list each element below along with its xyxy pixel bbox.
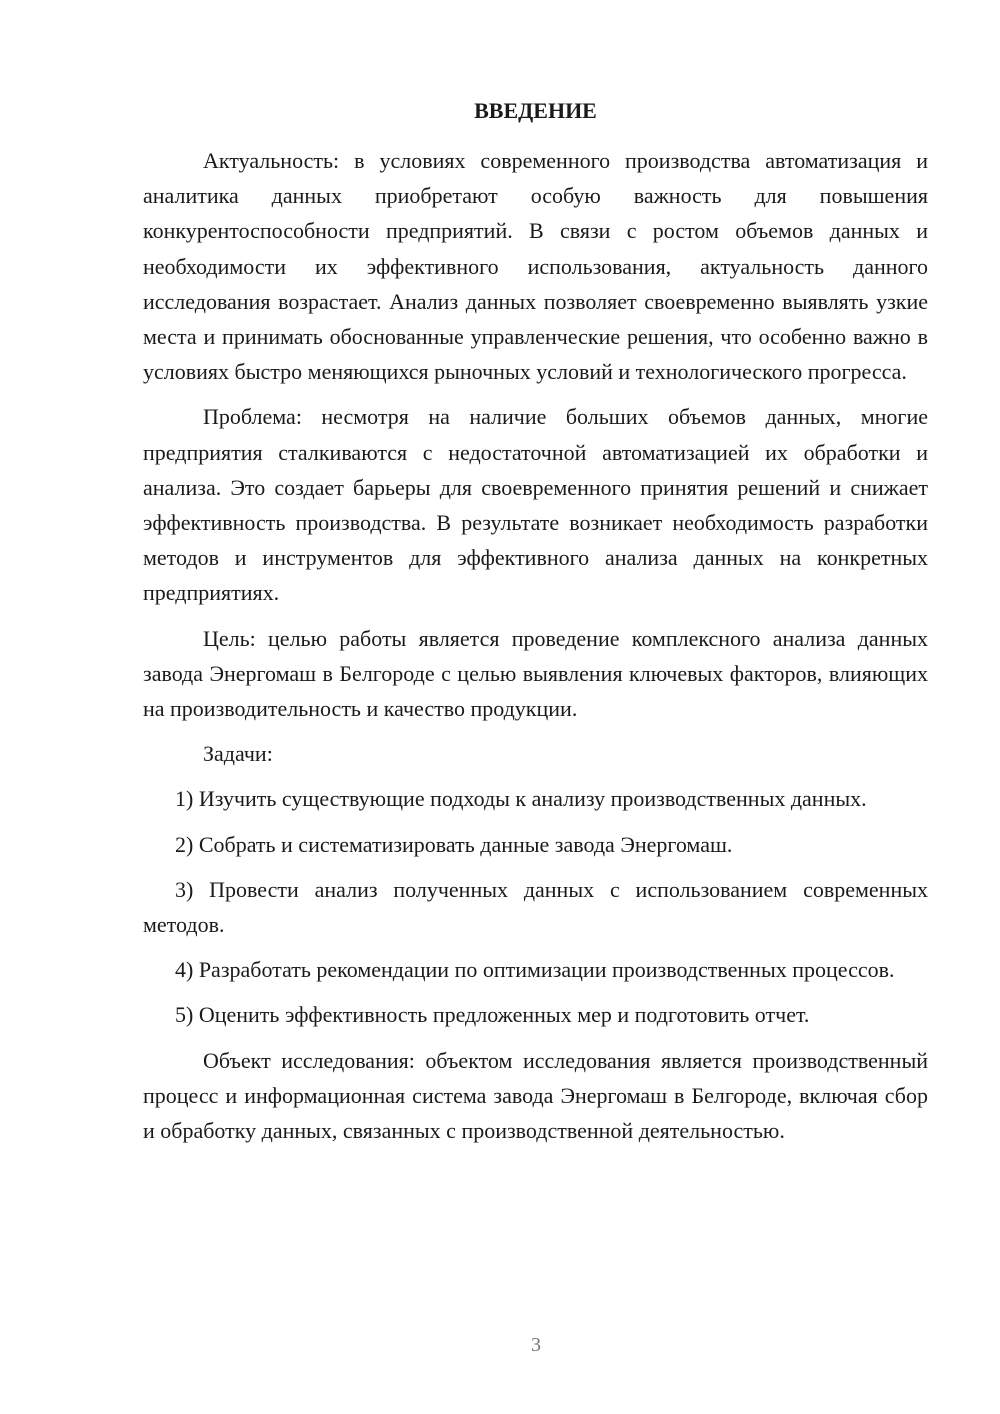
task-item-1: 1) Изучить существующие подходы к анализу производственных данных. — [175, 786, 867, 812]
task-item-4: 4) Разработать рекомендации по оптимизации производственных процессов. — [175, 957, 895, 983]
section-title: ВВЕДЕНИЕ — [474, 98, 597, 123]
task-item-2: 2) Собрать и систематизировать данные завода Энергомаш. — [175, 831, 733, 857]
paragraph-tasks-heading: Задачи: — [203, 741, 273, 767]
paragraph-goal: Цель: целью работы является проведение комплексного анализа данных завода Энергомаш в Белгороде с целью выявления ключевых факторов, влияющих на производительность и качество продукции. — [143, 625, 928, 722]
paragraph-relevance: Актуальность: в условиях современного производства автоматизация и аналитика данных приобретают особую важность для повышения конкурентоспособности предприятий. В связи с ростом объемов данных и необходимости их эффективного использования, актуальность данного исследования возрастает. Анализ данных позволяет своевременно выявлять узкие места и принимать обоснованные управленческие решения, что особенно важно в условиях быстро меняющихся рыночных условий и технологического прогресса. — [143, 148, 928, 385]
page-number: 3 — [531, 1334, 541, 1356]
task-item-3: 3) Провести анализ полученных данных с использованием современных методов. — [143, 876, 928, 938]
paragraph-problem: Проблема: несмотря на наличие больших объемов данных, многие предприятия сталкиваются с недостаточной автоматизацией их обработки и анализа. Это создает барьеры для своевременного принятия решений и снижает эффективность производства. В результате возникает необходимость разработки методов и инструментов для эффективного анализа данных на конкретных предприятиях. — [143, 404, 928, 606]
task-item-5: 5) Оценить эффективность предложенных мер и подготовить отчет. — [175, 1002, 810, 1028]
paragraph-object: Объект исследования: объектом исследования является производственный процесс и информационная система завода Энергомаш в Белгороде, включая сбор и обработку данных, связанных с производственной деятельностью. — [143, 1047, 928, 1144]
document-body — [143, 143, 928, 1158]
